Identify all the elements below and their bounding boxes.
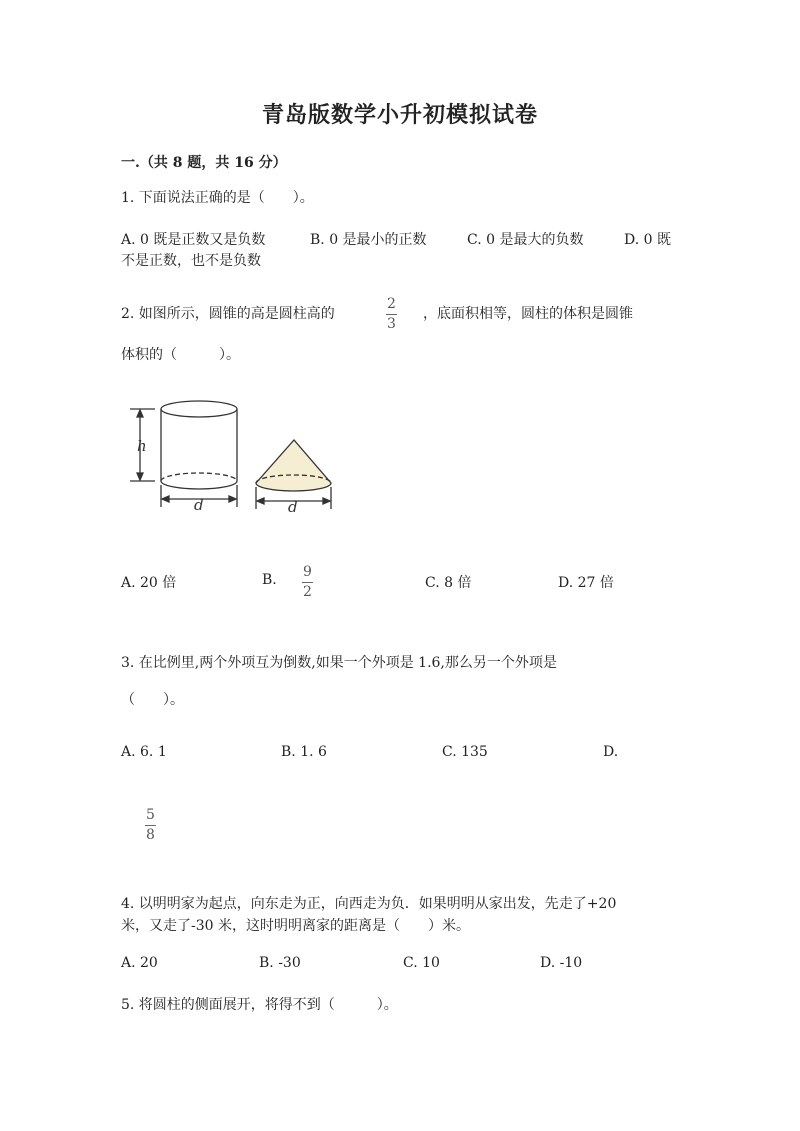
q2-option-c: C. 8 倍 [425, 575, 472, 591]
q4-stem-line2: 米，又走了-30 米，这时明明离家的距离是（ ）米。 [121, 918, 470, 934]
q3-stem: 3. 在比例里,两个外项互为倒数,如果一个外项是 1.6,那么另一个外项是 [121, 655, 557, 671]
q2-option-b-fraction [302, 565, 313, 600]
cone-body [256, 440, 331, 491]
q4-option-d: D. -10 [540, 955, 583, 971]
q3-stem-line2: （ ）。 [121, 692, 184, 708]
q3-option-c: C. 135 [442, 744, 488, 760]
q3-option-d: D. [603, 744, 619, 760]
q1-option-d-continued: 不是正数，也不是负数 [121, 253, 261, 269]
q1-option-c: C. 0 是最大的负数 [467, 232, 584, 248]
q2-option-a: A. 20 倍 [121, 575, 177, 591]
q1-option-d: D. 0 既 [624, 232, 671, 248]
height-arrow-head-up [137, 410, 143, 417]
q3-option-a: A. 6. 1 [121, 744, 167, 760]
section-heading: 一.（共 8 题，共 16 分） [121, 155, 287, 171]
fraction-bar [145, 825, 156, 826]
q3-option-b: B. 1. 6 [281, 744, 327, 760]
q3-option-d-fraction [145, 808, 156, 843]
fraction-denominator: 2 [303, 584, 312, 600]
q2-option-b: B. [262, 572, 277, 588]
fraction-bar [302, 582, 313, 583]
cone-diameter-label: d [288, 498, 298, 516]
cyl-diam-head-right [229, 496, 236, 502]
q1-stem: 1. 下面说法正确的是（ ）。 [121, 190, 314, 206]
fraction-numerator: 5 [146, 807, 155, 823]
fraction-denominator: 8 [146, 827, 155, 843]
fraction-numerator: 2 [387, 296, 396, 312]
q4-option-b: B. -30 [259, 955, 301, 971]
fraction-bar [386, 314, 397, 315]
cone-diam-head-right [323, 498, 330, 504]
fraction-numerator: 9 [303, 564, 312, 580]
cyl-diam-head-left [162, 496, 169, 502]
height-label: h [137, 437, 147, 455]
q4-option-a: A. 20 [121, 955, 158, 971]
cone-diam-head-left [257, 498, 264, 504]
cylinder-bottom-back [161, 473, 237, 481]
fraction-denominator: 3 [387, 316, 396, 332]
cylinder-diameter-label: d [194, 496, 204, 514]
q2-stem-fraction [386, 297, 397, 332]
cylinder-cone-figure [125, 395, 340, 517]
q4-stem: 4. 以明明家为起点，向东走为正，向西走为负．如果明明从家出发，先走了+20 [121, 896, 617, 912]
q5-stem: 5. 将圆柱的侧面展开，将得不到（ ）。 [121, 997, 398, 1013]
cylinder-bottom-front [161, 481, 237, 489]
q2-stem-line2: 体积的（ ）。 [121, 347, 240, 363]
q1-option-a: A. 0 既是正数又是负数 [121, 232, 266, 248]
page-title: 青岛版数学小升初模拟试卷 [261, 102, 538, 128]
q2-stem-continued: ，底面积相等，圆柱的体积是圆锥 [423, 306, 633, 322]
height-arrow-head-down [137, 473, 143, 480]
q1-option-b: B. 0 是最小的正数 [310, 232, 427, 248]
q2-option-d: D. 27 倍 [558, 575, 614, 591]
q2-stem: 2. 如图所示，圆锥的高是圆柱高的 [121, 306, 335, 322]
cylinder-top-ellipse [161, 401, 237, 417]
q4-option-c: C. 10 [403, 955, 440, 971]
